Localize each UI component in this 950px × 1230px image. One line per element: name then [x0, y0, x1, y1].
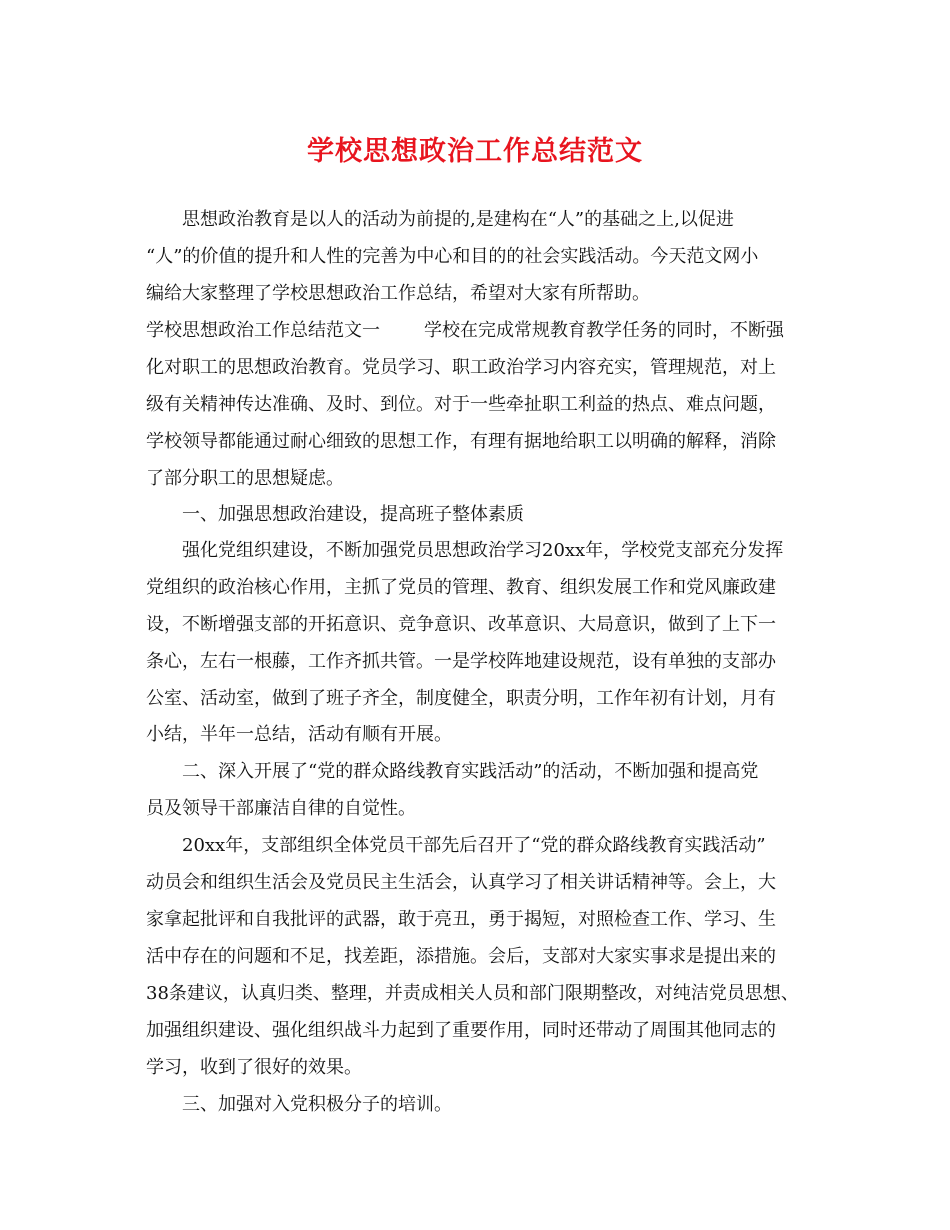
paragraph-line: 员及领导干部廉洁自律的自觉性。 — [146, 798, 416, 819]
paragraph-line: 加强组织建设、强化组织战斗力起到了重要作用，同时还带动了周围其他同志的 — [146, 1020, 776, 1041]
paragraph-line: 了部分职工的思想疑虑。 — [146, 468, 344, 489]
paragraph-line: 思想政治教育是以人的活动为前提的,是建构在“人”的基础之上,以促进 — [182, 209, 734, 230]
document-title: 学校思想政治工作总结范文 — [307, 136, 643, 167]
paragraph-line: 38条建议，认真归类、整理，并责成相关人员和部门限期整改，对纯洁党员思想、 — [146, 983, 799, 1004]
paragraph-text: 学校在完成常规教育教学任务的同时，不断强 — [424, 320, 784, 341]
paragraph-line: 学校领导都能通过耐心细致的思想工作，有理有据地给职工以明确的解释，消除 — [146, 431, 776, 452]
paragraph-line: 动员会和组织生活会及党员民主生活会，认真学习了相关讲话精神等。会上，大 — [146, 872, 776, 893]
paragraph-line: 公室、活动室，做到了班子齐全，制度健全，职责分明，工作年初有计划，月有 — [146, 688, 776, 709]
paragraph-line: 条心，左右一根藤，工作齐抓共管。一是学校阵地建设规范，设有单独的支部办 — [146, 651, 776, 672]
paragraph-line: 小结，半年一总结，活动有顺有开展。 — [146, 724, 452, 745]
paragraph-line: 学习，收到了很好的效果。 — [146, 1057, 362, 1078]
paragraph-line: 活中存在的问题和不足，找差距，添措施。会后，支部对大家实事求是提出来的 — [146, 946, 776, 967]
paragraph-line: 党组织的政治核心作用，主抓了党员的管理、教育、组织发展工作和党风廉政建 — [146, 577, 776, 598]
section-heading: 二、深入开展了“党的群众路线教育实践活动”的活动，不断加强和提高党 — [182, 761, 759, 782]
paragraph-line: 家拿起批评和自我批评的武器，敢于亮丑，勇于揭短，对照检查工作、学习、生 — [146, 909, 776, 930]
paragraph-line: 设，不断增强支部的开拓意识、竞争意识、改革意识、大局意识，做到了上下一 — [146, 614, 776, 635]
section-heading: 一、加强思想政治建设，提高班子整体素质 — [182, 504, 524, 525]
paragraph-line: 强化党组织建设，不断加强党员思想政治学习20xx年，学校党支部充分发挥 — [182, 540, 784, 561]
paragraph-line: 20xx年，支部组织全体党员干部先后召开了“党的群众路线教育实践活动” — [182, 835, 766, 856]
paragraph-line: 化对职工的思想政治教育。党员学习、职工政治学习内容充实，管理规范，对上 — [146, 357, 776, 378]
section-heading: 学校思想政治工作总结范文一 — [146, 320, 380, 341]
paragraph-line: 级有关精神传达准确、及时、到位。对于一些牵扯职工利益的热点、难点问题， — [146, 394, 776, 415]
paragraph-line: 编给大家整理了学校思想政治工作总结，希望对大家有所帮助。 — [146, 283, 650, 304]
paragraph-line: “人”的价值的提升和人性的完善为中心和目的的社会实践活动。今天范文网小 — [146, 246, 759, 267]
section-heading: 三、加强对入党积极分子的培训。 — [182, 1094, 452, 1115]
paragraph-line — [146, 316, 784, 346]
